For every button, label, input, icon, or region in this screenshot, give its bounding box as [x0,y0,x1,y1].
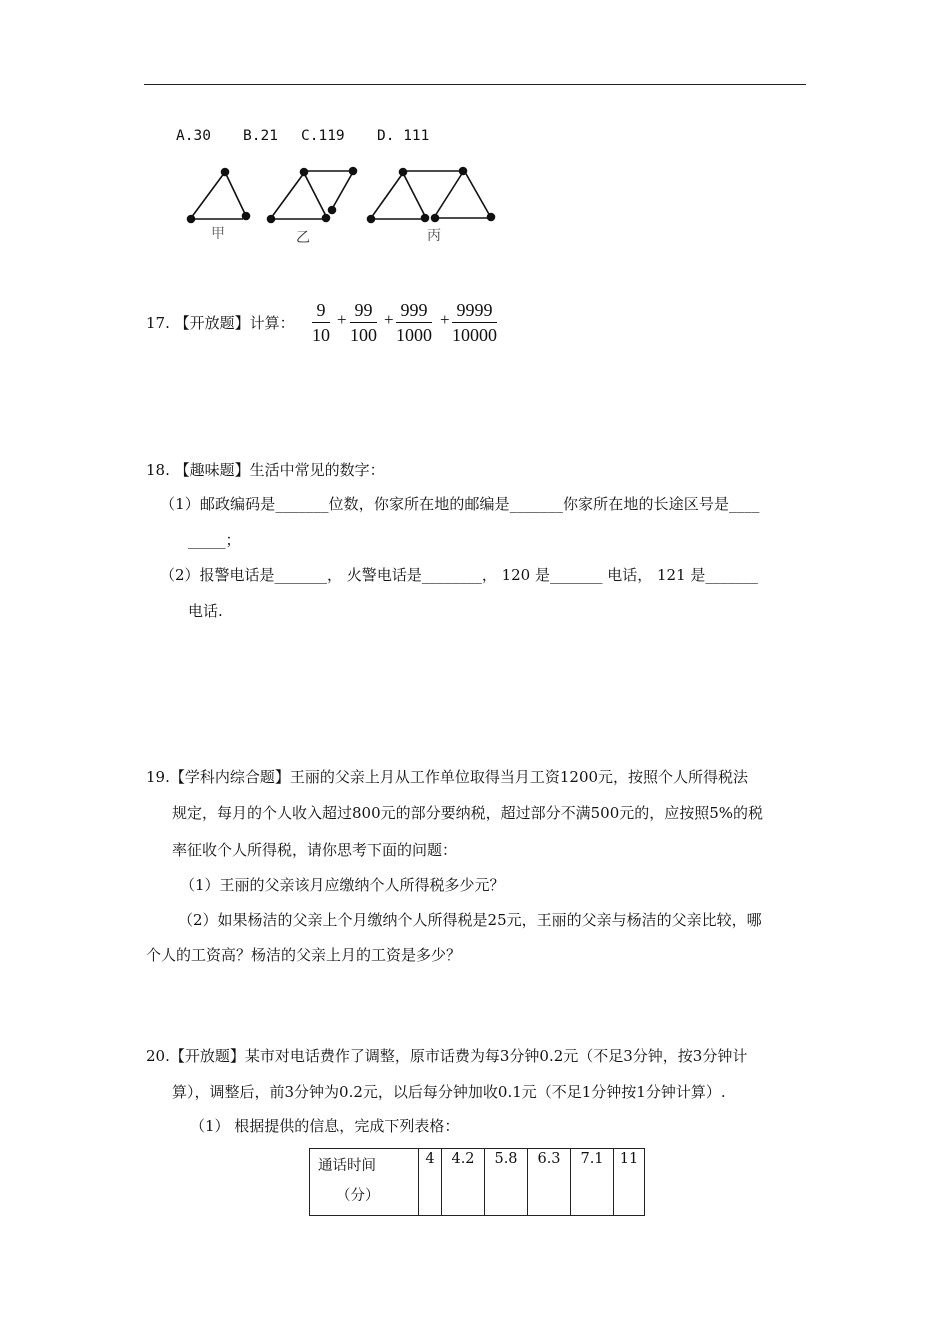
option-c: C.119 [301,128,345,144]
q19-subquestion-2-continued: 个人的工资高？杨洁的父亲上月的工资是多少？ [146,946,462,964]
q17-prefix: 17. 【开放题】计算： [146,314,295,332]
matchstick-figure [180,158,510,248]
call-time-table [309,1148,645,1216]
fraction-2 [350,300,377,345]
q20-line2: 算），调整后，前3分钟为0.2元，以后每分钟加收0.1元（不足1分钟按1分钟计算）. [172,1083,726,1101]
figure-label-bing: 丙 [427,228,441,244]
table-header-line1: 通话时间 [318,1158,376,1174]
fraction-3 [396,300,432,345]
fraction-4 [452,300,497,345]
q18-line2-continued: 电话. [188,602,223,620]
option-a: A.30 [176,128,211,144]
q20-line1: 20.【开放题】某市对电话费作了调整，原市话费为每3分钟0.2元（不足3分钟，按3分钟计 [146,1047,748,1065]
table-cell: 4.2 [442,1149,485,1216]
table-cell: 7.1 [571,1149,614,1216]
plus-sign-3: + [440,310,450,329]
option-d: D. 111 [377,128,430,144]
fraction-4-denominator: 10000 [452,325,497,345]
plus-sign-1: + [337,310,347,329]
q18-title: 18. 【趣味题】生活中常见的数字： [146,461,385,479]
fraction-2-numerator: 99 [350,300,377,323]
q18-line1-continued: _____； [188,531,241,549]
option-b: B.21 [243,128,278,144]
fraction-3-numerator: 999 [396,300,432,323]
q18-line1: （1）邮政编码是_______位数，你家所在地的邮编是_______你家所在地的长途区号是____ [160,495,760,513]
q20-subquestion-1: （1） 根据提供的信息，完成下列表格： [190,1117,460,1135]
fraction-1-denominator: 10 [312,325,330,345]
plus-sign-2: + [384,310,394,329]
table-header-cell [310,1149,419,1216]
q19-line1: 19.【学科内综合题】王丽的父亲上月从工作单位取得当月工资1200元，按照个人所得税法 [146,768,749,786]
table-cell: 6.3 [528,1149,571,1216]
q18-line2: （2）报警电话是_______， 火警电话是________， 120 是_______ 电话， 121 是_______ [160,566,758,584]
figure-label-yi: 乙 [296,230,310,246]
table-cell: 11 [614,1149,645,1216]
fraction-4-numerator: 9999 [452,300,497,323]
table-row [310,1149,645,1216]
fraction-2-denominator: 100 [350,325,377,345]
header-rule [144,84,806,85]
figure-label-jia: 甲 [211,226,225,242]
fraction-1 [312,300,330,345]
table-header-line2: （分） [336,1188,380,1204]
q19-subquestion-1: （1）王丽的父亲该月应缴纳个人所得税多少元？ [180,876,505,894]
fraction-3-denominator: 1000 [396,325,432,345]
q19-line3: 率征收个人所得税，请你思考下面的问题： [172,841,458,859]
q19-line2: 规定，每月的个人收入超过800元的部分要纳税，超过部分不满500元的，应按照5%的税 [172,804,764,822]
table-cell: 4 [419,1149,442,1216]
q19-subquestion-2: （2）如果杨洁的父亲上个月缴纳个人所得税是25元，王丽的父亲与杨洁的父亲比较，哪 [178,911,762,929]
table-cell: 5.8 [485,1149,528,1216]
fraction-1-numerator: 9 [312,300,330,323]
